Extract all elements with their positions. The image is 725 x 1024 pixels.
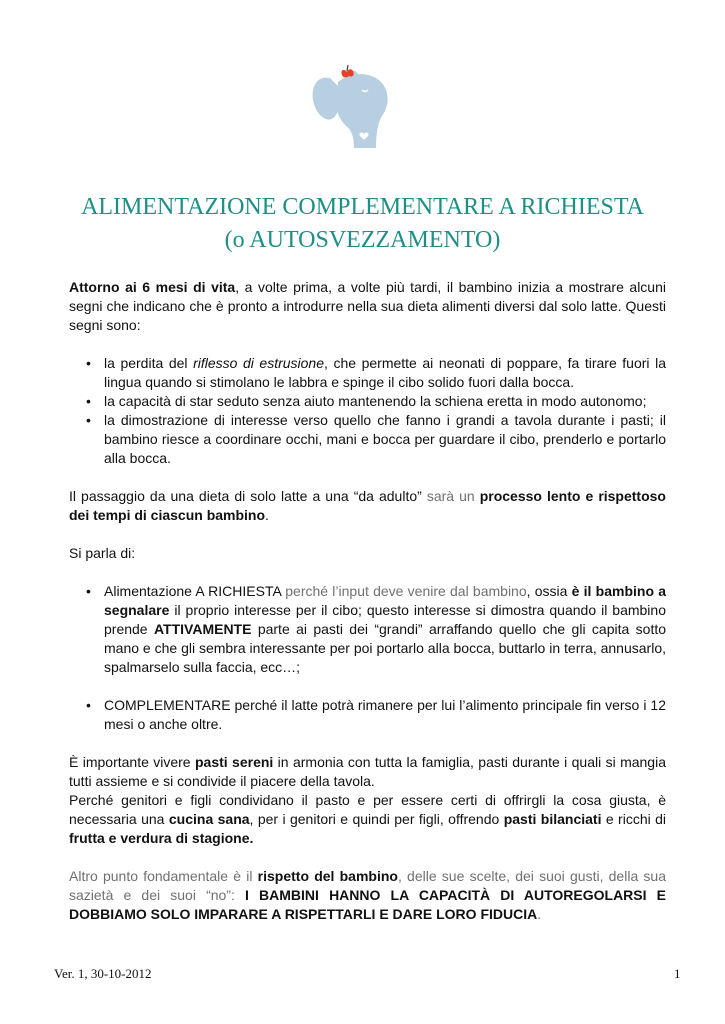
list-item: • la capacità di star seduto senza aiuto mantenendo la schiena eretta in modo autonomo; bbox=[69, 392, 666, 411]
si-parla-label: Si parla di: bbox=[69, 545, 136, 561]
types-list bbox=[69, 582, 666, 734]
list-item: • la perdita del riflesso di estrusione, che permette ai neonati di poppare, fa tirare fuori la lingua quando si stimolano le labbra e spinge il cibo solido fuori dalla bocca. bbox=[69, 354, 666, 392]
intro-bold: Attorno ai 6 mesi di vita bbox=[69, 279, 236, 295]
elephant-logo-icon bbox=[300, 60, 400, 160]
list-item: • COMPLEMENTARE perché il latte potrà rimanere per lui l’alimento principale fin verso i 12 mesi o anche oltre. bbox=[69, 696, 666, 734]
document-body bbox=[69, 278, 666, 924]
importante-paragraph: È importante vivere pasti sereni in armonia con tutta la famiglia, pasti durante i quali si mangia tutti assieme e si condivide il piacere della tavola. bbox=[69, 754, 666, 789]
page-title-line2: (o AUTOSVEZZAMENTO) bbox=[224, 227, 501, 253]
altro-paragraph: Altro punto fondamentale è il rispetto del bambino, delle sue scelte, dei suoi gusti, della sua sazietà e dei suoi “no”: I BAMBINI HANNO LA CAPACITÀ DI AUTOREGOLARSI E DOBBIAMO SOLO IMPARARE A RISPETTARLI E DARE LORO FIDUCIA. bbox=[69, 868, 666, 922]
passage-paragraph: Il passaggio da una dieta di solo latte a una “da adulto” sarà un processo lento e rispettoso dei tempi di ciascun bambino. bbox=[69, 488, 666, 523]
list-item: • Alimentazione A RICHIESTA perché l’input deve venire dal bambino, ossia è il bambino a segnalare il proprio interesse per il cibo; questo interesse si dimostra quando il bambino prende ATTIVAMENTE parte ai pasti dei “grandi” arraffando quello che gli capita sotto mano e che gli sembra interessante per poi portarlo alla bocca, buttarlo in terra, annusarlo, spalmarselo sulla faccia, ecc…; bbox=[69, 582, 666, 677]
cucina-paragraph: Perché genitori e figli condividano il pasto e per essere certi di offrirgli la cosa giusta, è necessaria una cucina sana, per i genitori e quindi per figli, offrendo pasti bilanciati e ricchi di frutta e verdura di stagione. bbox=[69, 792, 667, 846]
signs-list bbox=[69, 354, 666, 468]
intro-paragraph bbox=[69, 278, 666, 335]
list-item: • la dimostrazione di interesse verso quello che fanno i grandi a tavola durante i pasti; il bambino riesce a coordinare occhi, mani e bocca per guardare il cibo, prenderlo e portarlo alla bocca. bbox=[69, 411, 666, 468]
page-number: 1 bbox=[674, 966, 681, 981]
footer-version: Ver. 1, 30-10-2012 bbox=[54, 966, 152, 981]
intro-text: , a volte prima, a volte più tardi, il bambino inizia a mostrare alcuni segni che indicano che è pronto a introdurre nella sua dieta alimenti diversi dal solo latte. Questi segni sono: bbox=[69, 279, 666, 333]
page-title-line1: ALIMENTAZIONE COMPLEMENTARE A RICHIESTA bbox=[81, 194, 644, 220]
